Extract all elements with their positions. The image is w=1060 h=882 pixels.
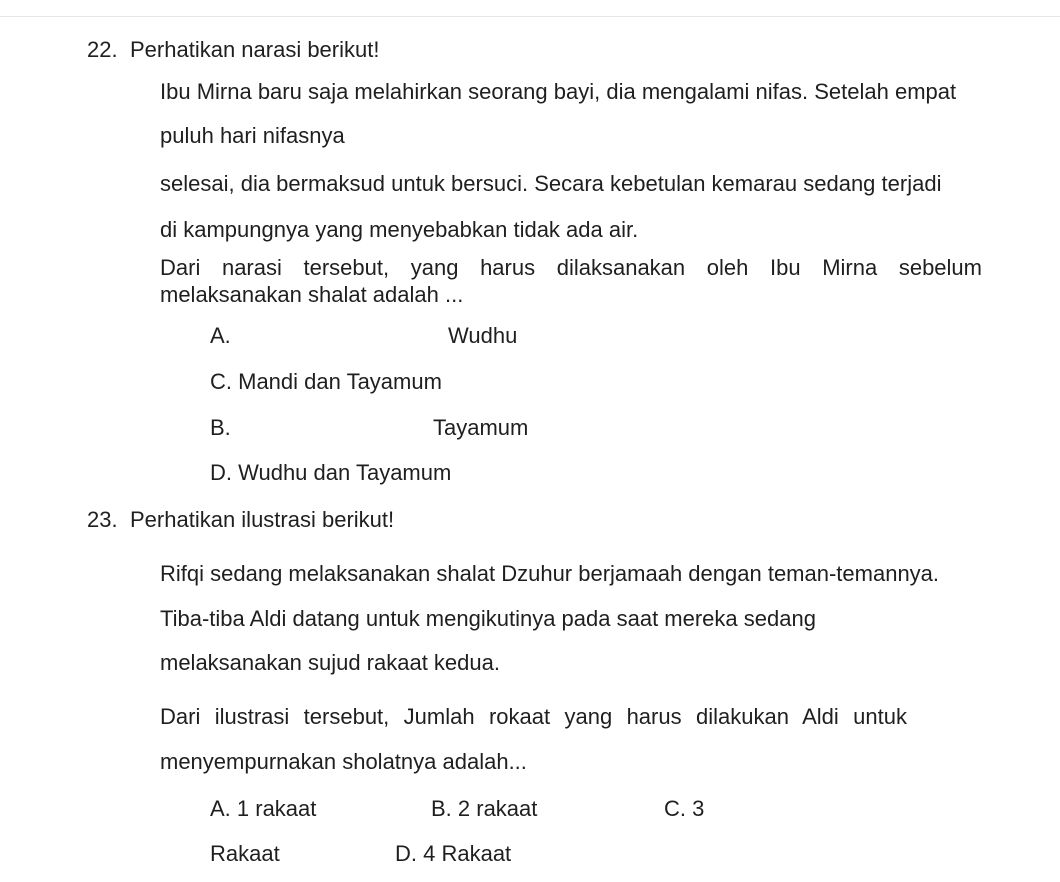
q22-question-line-1: Dari narasi tersebut, yang harus dilaksanakan oleh Ibu Mirna sebelum — [160, 255, 982, 280]
q23-question-line-1: Dari ilustrasi tersebut, Jumlah rokaat yang harus dilakukan Aldi untuk — [160, 704, 907, 729]
q22-option-b-letter: B. — [210, 415, 231, 440]
q23-illustration-line-3: melaksanakan sujud rakaat kedua. — [160, 650, 500, 675]
top-divider — [0, 16, 1060, 17]
q23-option-a: A. 1 rakaat — [210, 796, 317, 821]
q22-option-a-text: Wudhu — [448, 323, 518, 348]
q23-option-b: B. 2 rakaat — [431, 796, 538, 821]
q23-option-c: C. 3 — [664, 796, 705, 821]
q23-illustration-line-1: Rifqi sedang melaksanakan shalat Dzuhur berjamaah dengan teman-temannya. — [160, 561, 940, 586]
q23-question-line-2: menyempurnakan sholatnya adalah... — [160, 749, 527, 774]
q22-option-a-letter: A. — [210, 323, 231, 348]
q22-question-line-2: melaksanakan shalat adalah ... — [160, 282, 464, 307]
q23-option-c-continued: Rakaat — [210, 841, 280, 866]
q23-option-d: D. 4 Rakaat — [395, 841, 512, 866]
q22-number: 22. — [87, 37, 118, 62]
q23-title: Perhatikan ilustrasi berikut! — [130, 507, 395, 532]
q22-narrative-line-3: selesai, dia bermaksud untuk bersuci. Secara kebetulan kemarau sedang terjadi — [160, 171, 942, 196]
q23-illustration-line-2: Tiba-tiba Aldi datang untuk mengikutinya pada saat mereka sedang — [160, 606, 816, 631]
q22-narrative-line-1: Ibu Mirna baru saja melahirkan seorang bayi, dia mengalami nifas. Setelah empat — [160, 79, 957, 104]
q22-narrative-line-4: di kampungnya yang menyebabkan tidak ada air. — [160, 217, 639, 242]
q23-number: 23. — [87, 507, 118, 532]
q22-narrative-line-2: puluh hari nifasnya — [160, 123, 345, 148]
q22-option-b-text: Tayamum — [433, 415, 529, 440]
q22-option-d: D. Wudhu dan Tayamum — [210, 460, 452, 485]
q22-option-c: C. Mandi dan Tayamum — [210, 369, 442, 394]
q22-title: Perhatikan narasi berikut! — [130, 37, 380, 62]
